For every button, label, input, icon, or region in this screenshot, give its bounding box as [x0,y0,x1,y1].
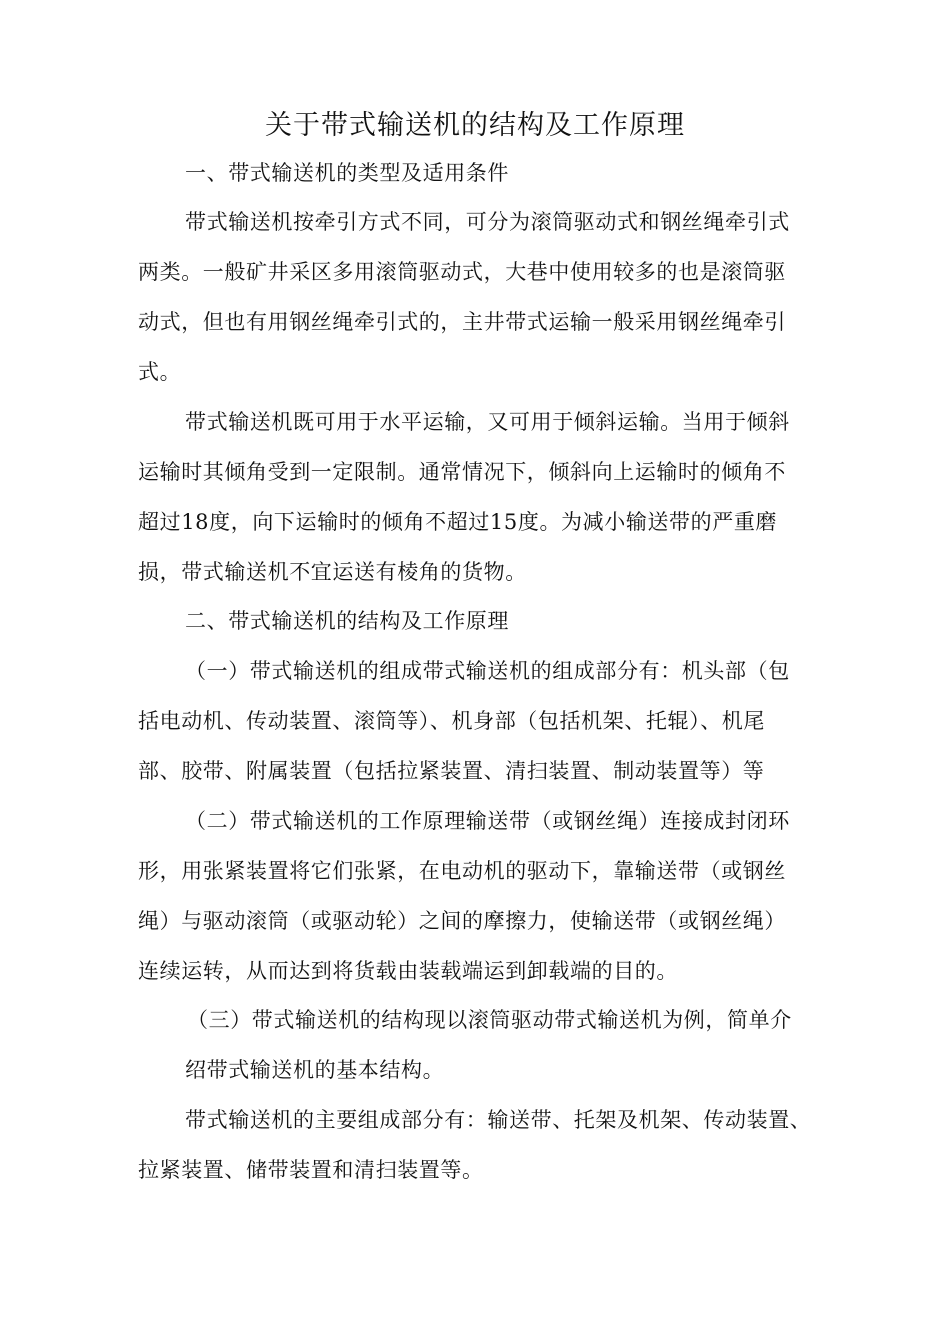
paragraph-line: （三）带式输送机的结构现以滚筒驱动带式输送机为例，简单介 [187,1008,792,1032]
paragraph-line: 绍带式输送机的基本结构。 [185,1058,445,1082]
paragraph-line: （一）带式输送机的组成带式输送机的组成部分有：机头部（包 [185,659,790,683]
paragraph-line: 超过18度，向下运输时的倾角不超过15度。为减小输送带的严重磨 [138,510,778,534]
paragraph-line: 部、胶带、附属装置（包括拉紧装置、清扫装置、制动装置等）等 [138,759,765,783]
paragraph-line: 括电动机、传动装置、滚筒等）、机身部（包括机架、托辊）、机尾 [138,709,765,733]
paragraph-line: 两类。一般矿井采区多用滚筒驱动式，大巷中使用较多的也是滚筒驱 [138,260,786,284]
paragraph-line: 带式输送机按牵引方式不同，可分为滚筒驱动式和钢丝绳牵引式 [185,210,790,234]
paragraph-line: 拉紧装置、储带装置和清扫装置等。 [138,1158,484,1182]
paragraph-line: 形，用张紧装置将它们张紧，在电动机的驱动下，靠输送带（或钢丝 [138,859,786,883]
paragraph-line: 带式输送机的主要组成部分有：输送带、托架及机架、传动装置、 [185,1108,812,1132]
paragraph-line: 绳）与驱动滚筒（或驱动轮）之间的摩擦力，使输送带（或钢丝绳） [138,909,786,933]
paragraph-line: 连续运转，从而达到将货载由装载端运到卸载端的目的。 [138,959,678,983]
paragraph-line: （二）带式输送机的工作原理输送带（或钢丝绳）连接成封闭环 [185,809,790,833]
section-heading-1: 一、带式输送机的类型及适用条件 [185,161,509,185]
section-heading-2: 二、带式输送机的结构及工作原理 [185,609,509,633]
paragraph-line: 损，带式输送机不宜运送有棱角的货物。 [138,560,527,584]
paragraph-line: 运输时其倾角受到一定限制。通常情况下，倾斜向上运输时的倾角不 [138,460,786,484]
paragraph-line: 动式，但也有用钢丝绳牵引式的，主井带式运输一般采用钢丝绳牵引 [138,310,786,334]
document-title: 关于带式输送机的结构及工作原理 [265,110,685,141]
paragraph-line: 带式输送机既可用于水平运输，又可用于倾斜运输。当用于倾斜 [185,410,790,434]
paragraph-line: 式。 [138,360,182,384]
